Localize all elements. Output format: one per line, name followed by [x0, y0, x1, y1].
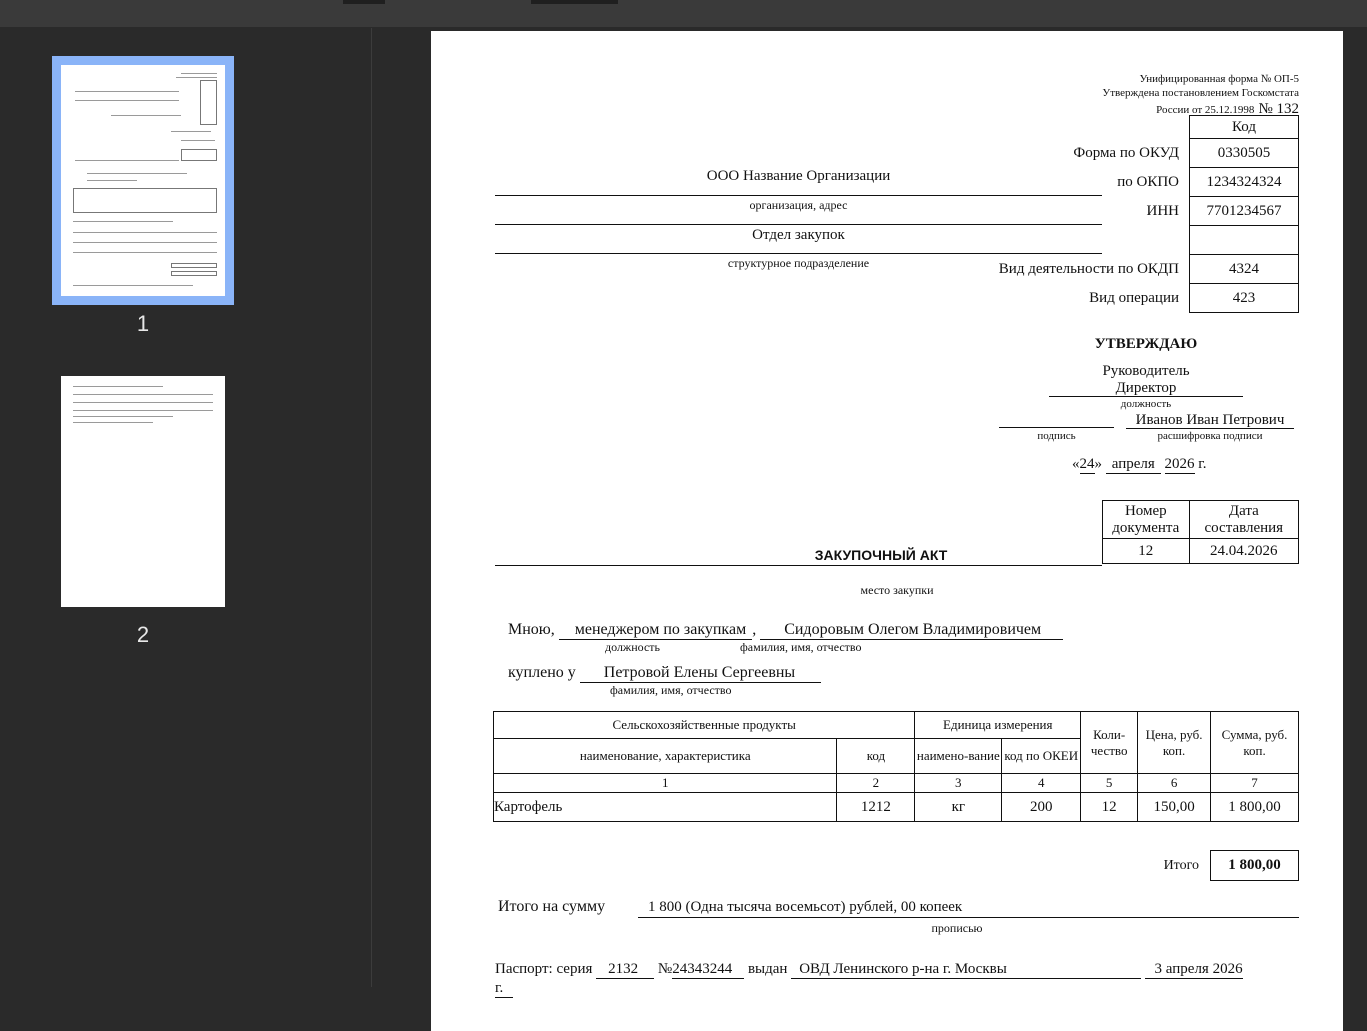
column-number: 7	[1211, 774, 1299, 793]
approve-position: Директор	[1049, 380, 1243, 397]
codes-table	[1189, 115, 1299, 313]
thumbnail-page-preview	[61, 376, 225, 607]
total-label: Итого	[1163, 858, 1199, 873]
okud-code: 0330505	[1190, 139, 1299, 168]
okud-label: Форма по ОКУД	[1073, 145, 1179, 161]
page-thumbnail-2[interactable]	[61, 376, 225, 607]
column-number: 3	[915, 774, 1002, 793]
toolbar-tab[interactable]	[531, 0, 618, 4]
okpo-label: по ОКПО	[1117, 174, 1179, 190]
document-number-table	[1102, 500, 1299, 564]
row-name: Картофель	[494, 793, 837, 822]
document-page	[431, 31, 1343, 1031]
purchaser-line: Мною, менеджером по закупкам , Сидоровым Олегом Владимировичем	[508, 621, 1063, 640]
doc-date-header: Дата составления	[1189, 501, 1298, 539]
row-sum: 1 800,00	[1211, 793, 1299, 822]
approve-date: «24» апреля 2026 г.	[1072, 456, 1207, 472]
page-number-label: 2	[136, 622, 150, 647]
okpo-code: 1234324324	[1190, 168, 1299, 197]
sum-in-words: 1 800 (Одна тысяча восемьсот) рублей, 00 копеек	[638, 898, 1299, 918]
page-thumbnail-1[interactable]	[52, 56, 234, 305]
position-caption: должность	[605, 640, 660, 654]
okdp-code: 4324	[1190, 255, 1299, 284]
document-viewer[interactable]	[373, 28, 1367, 996]
column-number: 4	[1002, 774, 1081, 793]
toolbar-tab[interactable]	[343, 0, 385, 4]
header-name: наименование, характеристика	[494, 739, 837, 774]
sum-label: Итого на сумму	[498, 898, 606, 915]
row-price: 150,00	[1138, 793, 1211, 822]
okdp-label: Вид деятельности по ОКДП	[998, 261, 1179, 277]
table-row	[494, 793, 1299, 822]
signature-line	[999, 427, 1114, 428]
doc-date: 24.04.2026	[1189, 539, 1298, 564]
org-name: ООО Название Организации	[706, 168, 891, 184]
row-code: 1212	[837, 793, 915, 822]
divider	[495, 253, 1102, 254]
form-header-line1: Унифицированная форма № ОП-5	[1139, 73, 1299, 85]
divider	[495, 195, 1102, 196]
seller-line: куплено у Петровой Елены Сергеевны	[508, 664, 821, 683]
sum-caption: прописью	[931, 921, 983, 935]
row-qty: 12	[1081, 793, 1138, 822]
header-unit-name: наимено-вание	[915, 739, 1002, 774]
column-number: 2	[837, 774, 915, 793]
row-okei: 200	[1002, 793, 1081, 822]
dept-caption: структурное подразделение	[727, 256, 870, 270]
operation-code: 423	[1190, 284, 1299, 313]
operation-label: Вид операции	[1089, 290, 1179, 306]
title-underline	[495, 565, 1102, 566]
name-caption: фамилия, имя, отчество	[740, 640, 862, 654]
header-qty: Коли-чество	[1081, 712, 1138, 774]
signature-caption: подпись	[1037, 430, 1076, 442]
doc-number: 12	[1103, 539, 1190, 564]
header-sum: Сумма, руб. коп.	[1211, 712, 1299, 774]
header-unit: Единица измерения	[915, 712, 1081, 739]
column-number: 5	[1081, 774, 1138, 793]
approve-title: УТВЕРЖДАЮ	[1094, 336, 1198, 352]
name-caption: расшифровка подписи	[1157, 430, 1263, 442]
page-number-label: 1	[136, 311, 150, 336]
approve-name: Иванов Иван Петрович	[1126, 412, 1294, 429]
doc-number-header: Номер документа	[1103, 501, 1190, 539]
document-title: ЗАКУПОЧНЫЙ АКТ	[814, 547, 948, 563]
header-okei: код по ОКЕИ	[1002, 739, 1081, 774]
header-products: Сельскохозяйственные продукты	[494, 712, 915, 739]
form-header-line3: России от 25.12.1998 № 132	[1156, 101, 1299, 117]
form-header-line2: Утверждена постановлением Госкомстата	[1102, 87, 1299, 99]
inn-label: ИНН	[1146, 203, 1179, 219]
header-price: Цена, руб. коп.	[1138, 712, 1211, 774]
position-caption: должность	[1120, 398, 1172, 410]
total-value: 1 800,00	[1210, 850, 1299, 881]
goods-table	[493, 711, 1299, 822]
dept-name: Отдел закупок	[752, 227, 845, 243]
column-number: 6	[1138, 774, 1211, 793]
divider	[495, 224, 1102, 225]
toolbar	[0, 0, 1367, 28]
approve-role: Руководитель	[1102, 363, 1190, 379]
passport-year: г.	[495, 980, 513, 998]
thumbnail-page-preview	[61, 65, 225, 296]
header-code: код	[837, 739, 915, 774]
passport-line: Паспорт: серия 2132 №24343244 выдан ОВД Ленинского р-на г. Москвы 3 апреля 2026	[495, 961, 1243, 977]
empty-code	[1190, 226, 1299, 255]
seller-caption: фамилия, имя, отчество	[610, 683, 732, 697]
codes-header: Код	[1190, 116, 1299, 139]
inn-code: 7701234567	[1190, 197, 1299, 226]
row-unit: кг	[915, 793, 1002, 822]
column-number: 1	[494, 774, 837, 793]
org-caption: организация, адрес	[749, 198, 848, 212]
place-caption: место закупки	[860, 583, 934, 597]
thumbnail-sidebar	[0, 28, 372, 987]
